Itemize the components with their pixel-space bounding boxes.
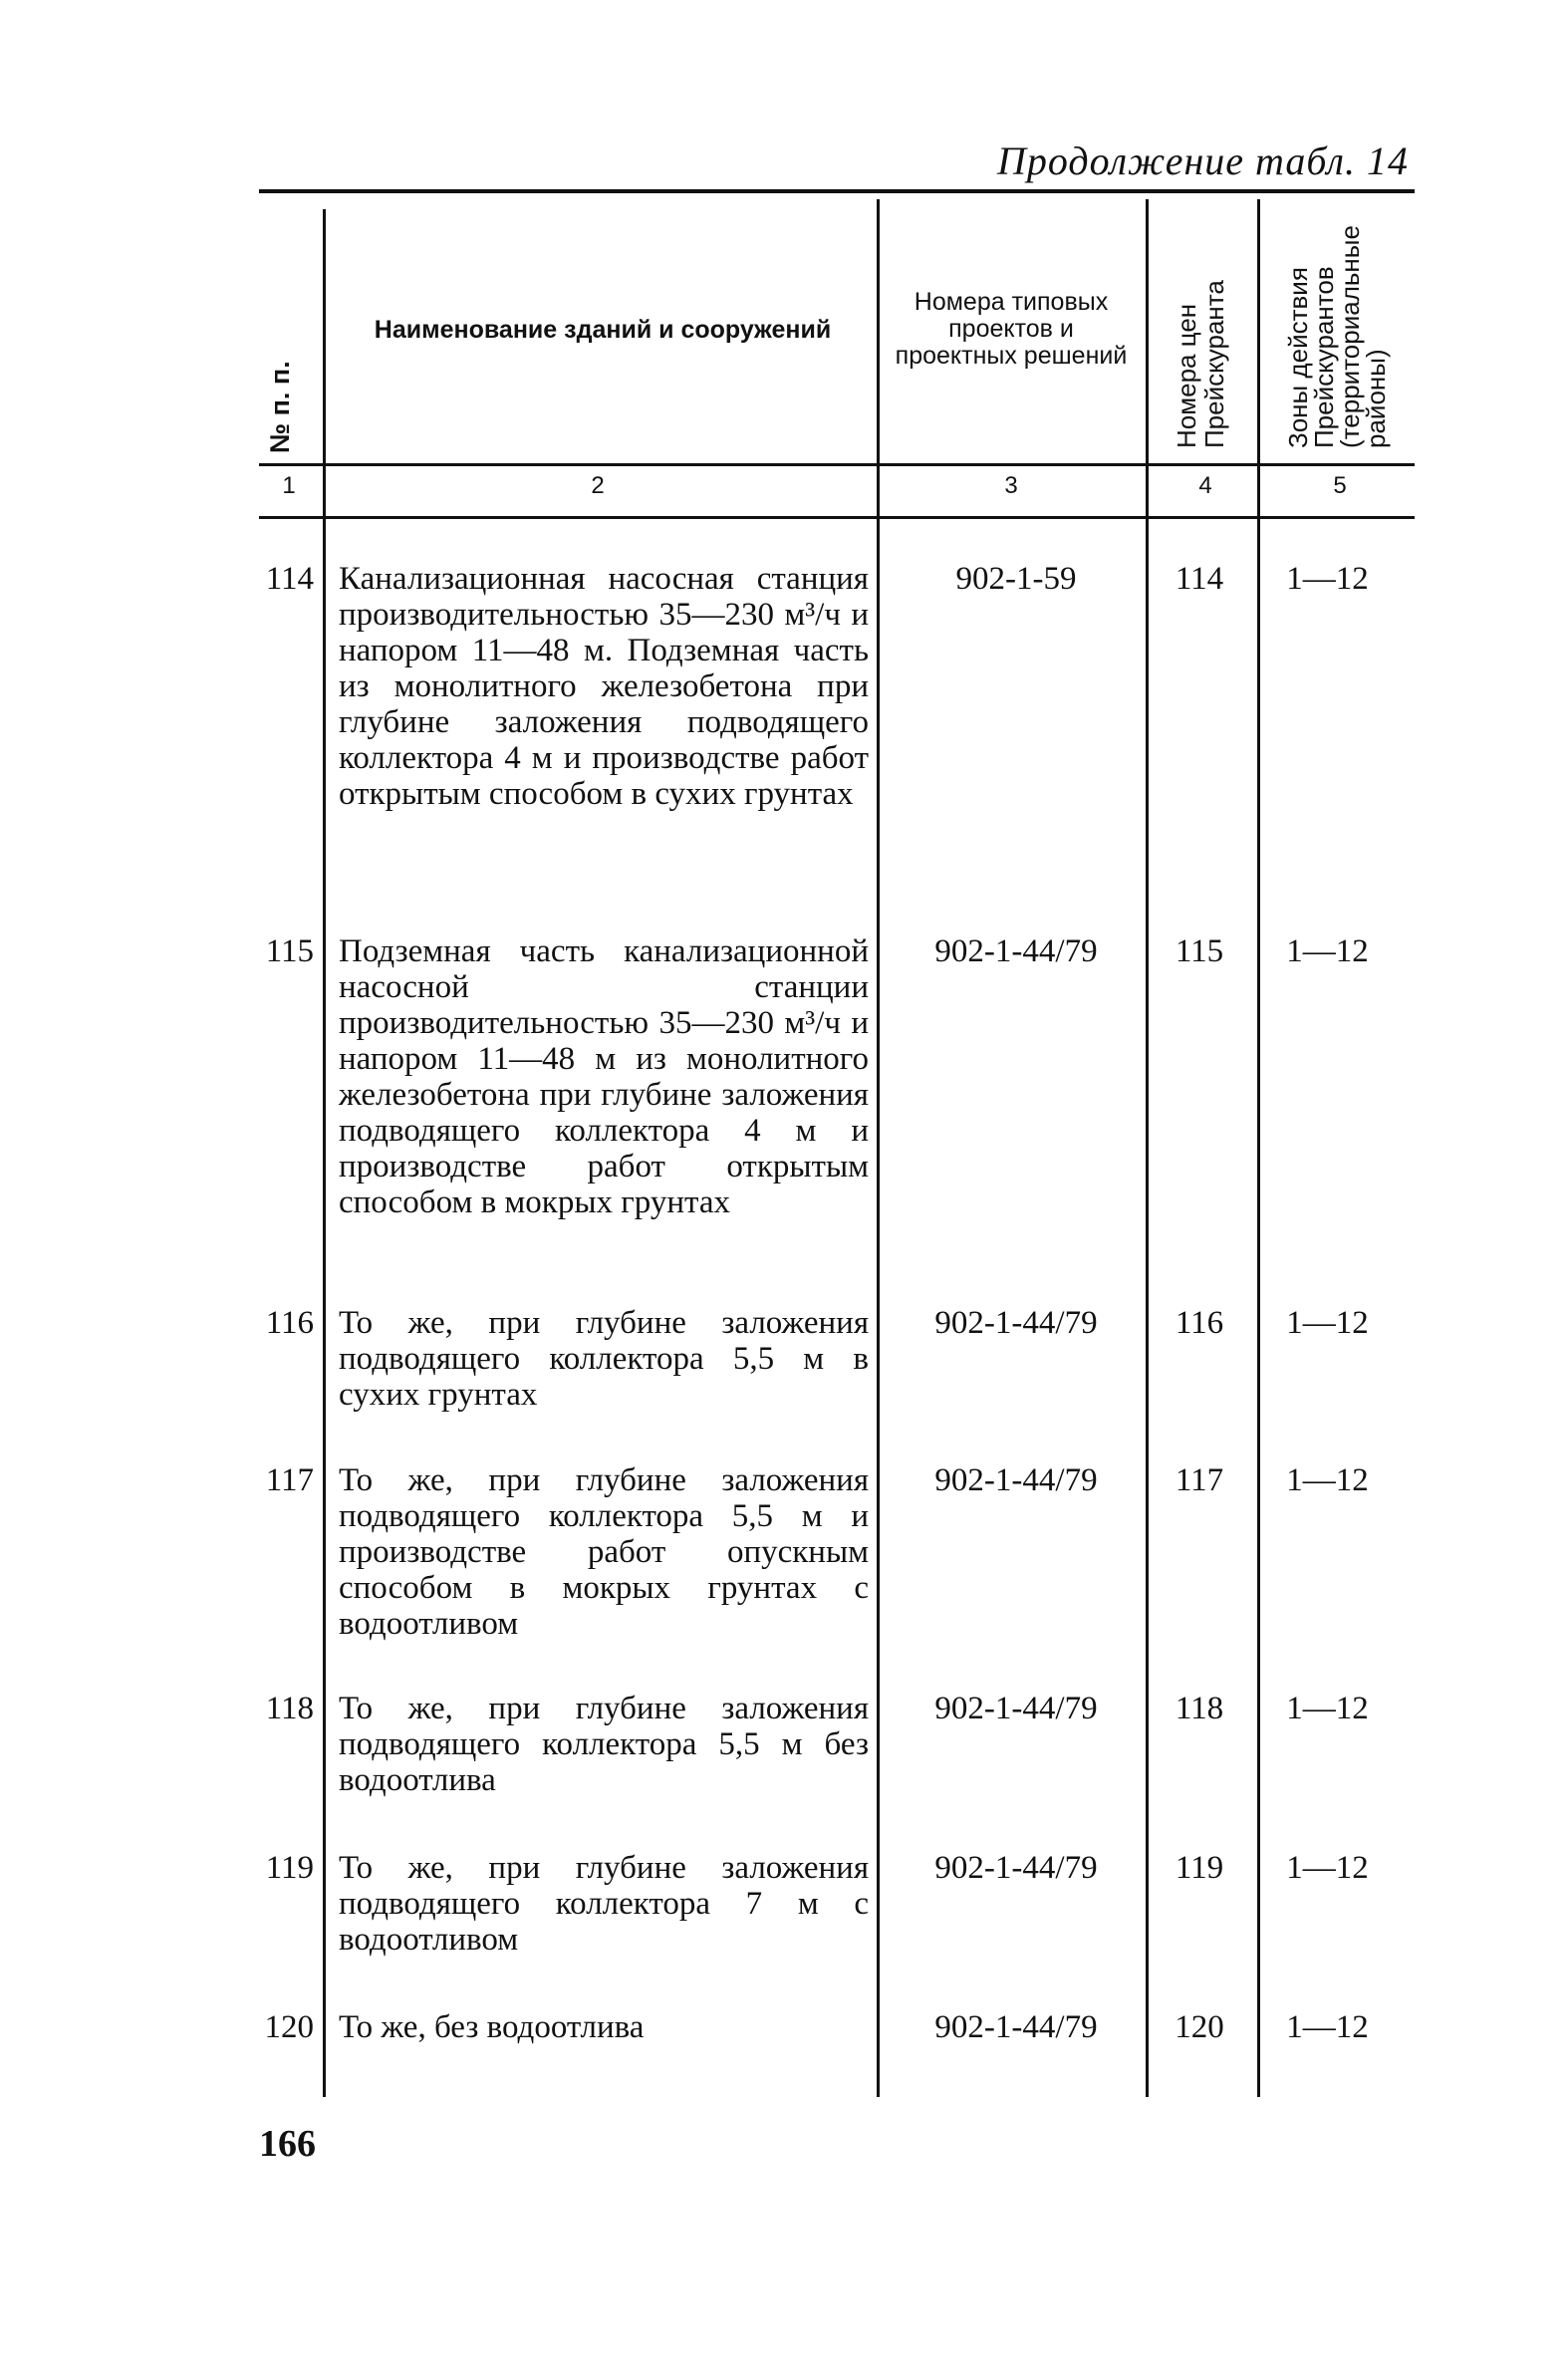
header-price-2: Прейскуранта (1199, 280, 1229, 448)
row-zone: 1—12 (1286, 1850, 1369, 1886)
column-number-4: 4 (1198, 472, 1212, 499)
header-price-1: Номера цен (1172, 303, 1201, 448)
row-zone: 1—12 (1286, 561, 1369, 597)
column-number-5: 5 (1333, 472, 1347, 499)
column-numbers-rule (259, 516, 1415, 519)
row-price: 119 (1175, 1850, 1224, 1886)
row-number: 120 (264, 2009, 314, 2045)
row-number: 115 (265, 933, 314, 969)
page-number: 166 (259, 2123, 316, 2165)
row-name: Подземная часть канализационной насосной станции производительностью 35—230 м³/ч и напором 11—48 м из монолитного железобетона при глубине заложения подводящего коллектора 4 м и производстве работ открытым способом в мокрых грунтах (339, 933, 869, 1220)
row-number: 116 (265, 1305, 314, 1341)
column-number-1: 1 (282, 472, 296, 499)
row-name: То же, при глубине заложения подводящего коллектора 7 м с водоотливом (339, 1850, 869, 1958)
row-zone: 1—12 (1286, 933, 1369, 969)
header-num: № п. п. (265, 361, 295, 453)
row-price: 116 (1175, 1305, 1224, 1341)
row-project: 902-1-44/79 (934, 1850, 1098, 1886)
row-zone: 1—12 (1286, 1462, 1369, 1498)
row-project: 902-1-44/79 (934, 2009, 1098, 2045)
row-zone: 1—12 (1286, 1305, 1369, 1341)
column-divider-2 (877, 199, 880, 2097)
header-zone-1: Зоны действия (1283, 267, 1313, 448)
row-number: 118 (265, 1691, 314, 1726)
row-name: То же, при глубине заложения подводящего коллектора 5,5 м и производстве работ опускным способом в мокрых грунтах с водоотливом (339, 1462, 869, 1642)
row-project: 902-1-44/79 (934, 1462, 1098, 1498)
column-number-3: 3 (1004, 472, 1018, 499)
row-project: 902-1-44/79 (934, 1691, 1098, 1726)
row-project: 902-1-44/79 (934, 1305, 1098, 1341)
row-number: 117 (265, 1462, 314, 1498)
row-project: 902-1-59 (955, 561, 1077, 597)
row-zone: 1—12 (1286, 1691, 1369, 1726)
table-caption: Продолжение табл. 14 (996, 138, 1409, 183)
row-name: То же, без водоотлива (339, 2009, 645, 2045)
row-name: То же, при глубине заложения подводящего коллектора 5,5 м в сухих грунтах (339, 1305, 869, 1413)
row-number: 119 (265, 1850, 314, 1886)
header-zone-2: Прейскурантов (1309, 266, 1339, 448)
header-zone-3: (территориальные (1335, 225, 1365, 448)
column-divider-3 (1146, 199, 1149, 2097)
column-divider-1 (323, 209, 326, 2097)
column-divider-4 (1257, 199, 1260, 2097)
row-project: 902-1-44/79 (934, 933, 1098, 969)
row-price: 118 (1175, 1691, 1224, 1726)
header-zone-4: районы) (1361, 349, 1391, 448)
row-price: 114 (1175, 561, 1224, 597)
row-number: 114 (265, 561, 314, 597)
row-price: 115 (1175, 933, 1224, 969)
row-price: 120 (1175, 2009, 1224, 2045)
row-zone: 1—12 (1286, 2009, 1369, 2045)
column-number-2: 2 (591, 472, 605, 499)
row-name: То же, при глубине заложения подводящего коллектора 5,5 м без водоотлива (339, 1691, 869, 1798)
table-top-rule (259, 189, 1415, 193)
row-name: Канализационная насосная станция производительностью 35—230 м³/ч и напором 11—48 м. Подземная часть из монолитного железобетона при глубине заложения подводящего коллектора 4 м и производстве работ открытым способом в сухих грунтах (339, 561, 869, 812)
header-bottom-rule (259, 463, 1415, 466)
header-project: Номера типовых проектов и проектных решений (895, 288, 1128, 370)
row-price: 117 (1175, 1462, 1224, 1498)
header-name: Наименование зданий и сооружений (374, 316, 832, 344)
